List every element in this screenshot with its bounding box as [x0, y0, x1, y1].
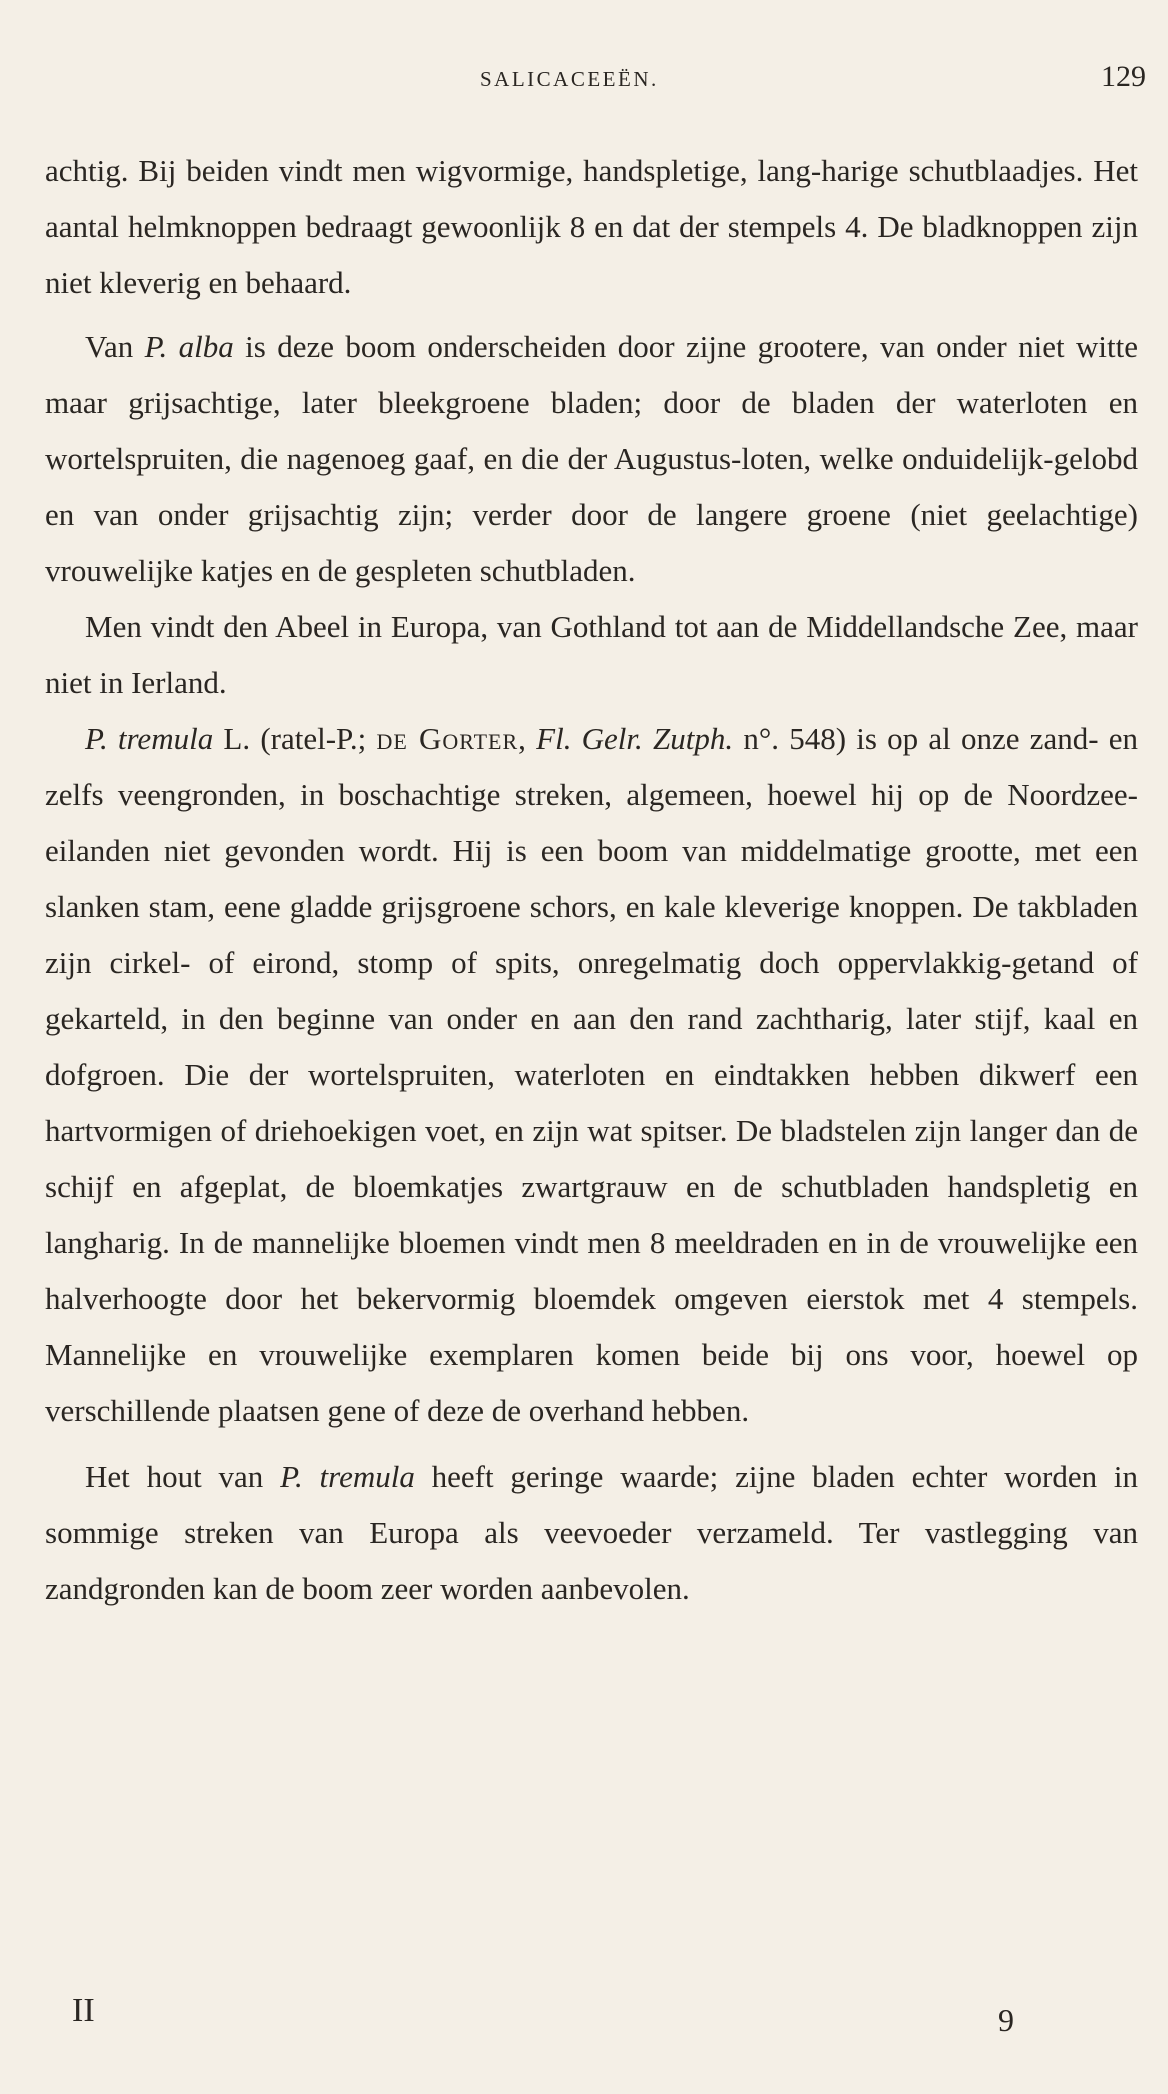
italic-run: Fl. Gelr. Zutph.: [536, 721, 734, 756]
paragraph: [45, 1449, 1138, 1617]
text-run: achtig. Bij beiden vindt men wigvormige, handspletige, lang-harige schutblaadjes. Het aantal helmknoppen bedraagt gewoonlijk 8 en dat der stempels 4. De bladknoppen zijn niet kleverig en behaard.: [45, 153, 1138, 300]
small-caps-run: de Gorter: [376, 721, 519, 756]
italic-run: P. tremula: [280, 1459, 415, 1494]
text-run: ,: [518, 721, 537, 756]
text-run: Men vindt den Abeel in Europa, van Gothland tot aan de Middellandsche Zee, maar niet in Ierland.: [45, 609, 1138, 700]
paragraph: [45, 319, 1138, 599]
page-number: 129: [1101, 60, 1146, 93]
running-header-title: SALICACEEËN.: [480, 67, 659, 91]
signature-mark: II: [72, 1992, 95, 2029]
body-text: [45, 143, 1138, 1617]
sheet-number: 9: [998, 2002, 1014, 2038]
italic-run: P. alba: [144, 329, 234, 364]
text-run: Het hout van: [85, 1459, 281, 1494]
paragraph: [45, 599, 1138, 711]
paragraph: [45, 711, 1138, 1439]
italic-run: P. tremula: [85, 721, 214, 756]
paragraph: [45, 143, 1138, 311]
text-run: Van: [85, 329, 145, 364]
text-run: is deze boom onderscheiden door zijne grootere, van onder niet witte maar grijsachtige, later bleekgroene bladen; door de bladen der waterloten en wortelspruiten, die nagenoeg gaaf, en die der Augustus-loten, welke onduidelijk-gelobd en van onder grijsachtig zijn; verder door de langere groene (niet geelachtige) vrouwelijke katjes en de gespleten schutbladen.: [45, 329, 1138, 588]
text-run: n°. 548) is op al onze zand- en zelfs veengronden, in boschachtige streken, algemeen, hoewel hij op de Noordzee-eilanden niet gevonden wordt. Hij is een boom van middelmatige grootte, met een slanken stam, eene gladde grijsgroene schors, en kale kleverige knoppen. De takbladen zijn cirkel- of eirond, stomp of spits, onregelmatig doch oppervlakkig-getand of gekarteld, in den beginne van onder en aan den rand zachtharig, later stijf, kaal en dofgroen. Die der wortelspruiten, waterloten en eindtakken hebben dikwerf een hartvormigen of driehoekigen voet, en zijn wat spitser. De bladstelen zijn langer dan de schijf en afgeplat, de bloemkatjes zwartgrauw en de schutbladen handspletig en langharig. In de mannelijke bloemen vindt men 8 meeldraden en in de vrouwelijke een halverhoogte door het bekervormig bloemdek omgeven eierstok met 4 stempels. Mannelijke en vrouwelijke exemplaren komen beide bij ons voor, hoewel op verschillende plaatsen gene of deze de overhand hebben.: [45, 721, 1139, 1428]
text-run: heeft geringe waarde; zijne bladen echter worden in sommige streken van Europa als veevoeder verzameld. Ter vastlegging van zandgronden kan de boom zeer worden aanbevolen.: [45, 1459, 1138, 1606]
text-run: L. (ratel-P.;: [213, 721, 377, 756]
